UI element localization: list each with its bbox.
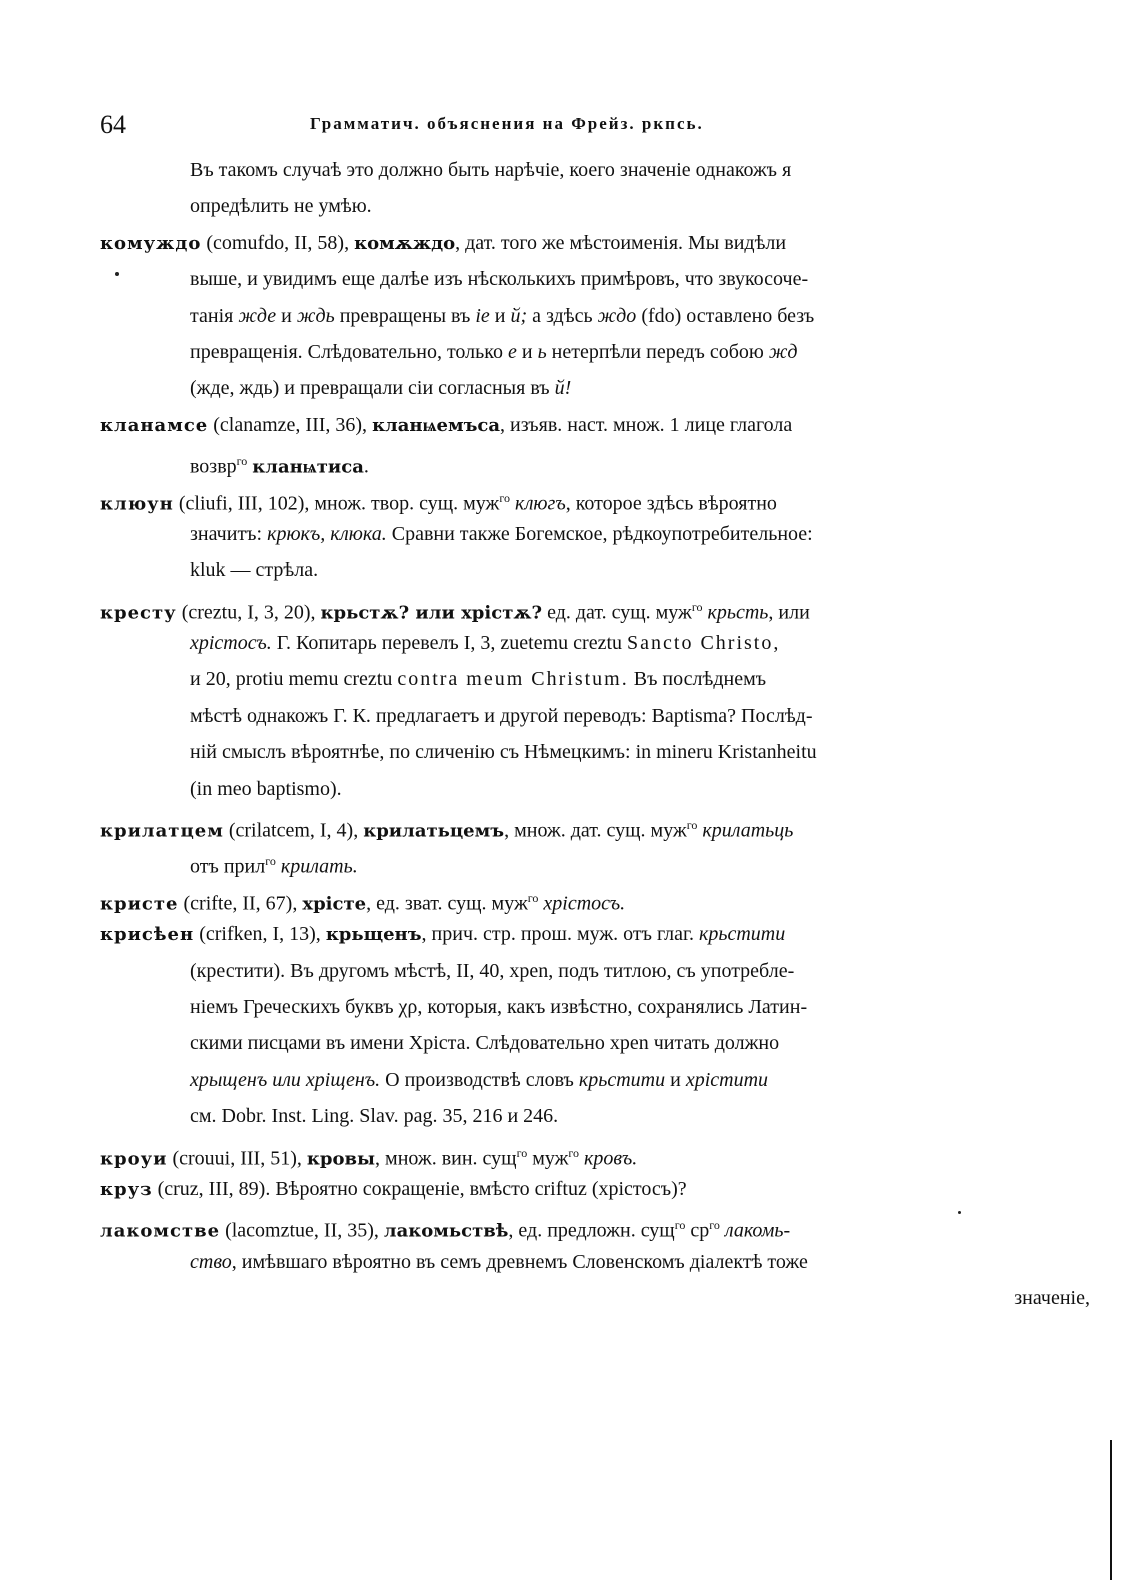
text-line <box>100 916 1090 952</box>
text-segment: е <box>507 340 517 363</box>
text-line <box>100 1062 1090 1098</box>
text-segment: ждо <box>597 304 637 327</box>
text-segment: ь <box>537 340 547 363</box>
text-segment: и <box>665 1068 686 1091</box>
text-line <box>100 589 1090 625</box>
text-segment: отъ прил <box>190 856 266 879</box>
text-segment: го <box>265 854 276 869</box>
text-line <box>100 1207 1090 1243</box>
text-segment: , <box>773 632 779 655</box>
text-line <box>100 1025 1090 1061</box>
text-segment: крилатьць <box>702 819 794 842</box>
text-segment: опредѣлить не умѣю. <box>190 195 372 218</box>
text-segment: крьстити <box>578 1068 666 1091</box>
text-segment: Сравни также Богемское, рѣдкоупотребительное: <box>386 522 813 545</box>
stray-dot <box>958 1211 961 1214</box>
text-segment: клюгъ <box>514 492 566 515</box>
text-line <box>100 807 1090 843</box>
text-line <box>100 552 1090 588</box>
page-number: 64 <box>100 110 126 139</box>
text-segment: хрістосъ. <box>543 892 626 915</box>
church-slavonic-form: хрісте <box>302 893 367 915</box>
text-segment: го <box>691 599 703 614</box>
text-line <box>100 1244 1090 1280</box>
text-segment: (cruz, III, 89). Вѣроятно сокращеніе, вмѣсто criftuz (хрістосъ)? <box>152 1177 687 1200</box>
text-segment: (crifte, II, 67), <box>178 892 303 915</box>
text-segment: (creztu, I, 3, 20), <box>176 601 321 624</box>
headword: крисѣен <box>100 924 195 946</box>
text-segment: , изъяв. наст. множ. 1 лице глагола <box>500 413 793 436</box>
text-line <box>100 953 1090 989</box>
margin-mark <box>115 272 119 276</box>
text-segment: и <box>516 340 538 363</box>
church-slavonic-form: крилатьцемъ <box>363 820 505 842</box>
text-segment: значеніе, <box>1014 1287 1090 1310</box>
church-slavonic-form: крьстѫ? или хрістѫ? <box>320 602 543 624</box>
text-segment: ство <box>190 1250 232 1273</box>
text-line <box>100 698 1090 734</box>
text-line <box>100 298 1090 334</box>
text-segment: (cliufi, III, 102), множ. твор. сущ. муж <box>173 492 500 515</box>
text-segment: (lacomztue, II, 35), <box>220 1219 384 1242</box>
headword: кресту <box>100 602 177 624</box>
text-segment: го <box>709 1218 720 1233</box>
text-line <box>100 1280 1090 1316</box>
headword: кроуи <box>100 1148 168 1170</box>
text-segment: Sancto Christo <box>627 632 774 655</box>
text-segment: ср <box>685 1219 710 1242</box>
text-segment: хрыщенъ или хріщенъ. <box>190 1068 381 1091</box>
text-segment: го <box>568 1145 580 1160</box>
text-segment: го <box>674 1218 686 1233</box>
text-segment: хрістити <box>685 1068 769 1091</box>
running-title: Грамматич. объяснения на Фрейз. ркпсь. <box>310 114 704 133</box>
text-segment: іе <box>475 304 490 327</box>
text-segment: го <box>516 1145 528 1160</box>
text-segment: жд <box>768 340 798 363</box>
church-slavonic-form: крьщенъ <box>325 924 422 946</box>
headword: комуждо <box>100 232 202 254</box>
text-segment: , или <box>768 601 810 624</box>
text-segment: превращены въ <box>334 304 476 327</box>
text-segment: (in meo baptismo). <box>190 777 342 800</box>
text-line <box>100 661 1090 697</box>
text-segment: муж <box>527 1147 569 1170</box>
text-line <box>100 516 1090 552</box>
text-segment: танія <box>190 304 239 327</box>
text-segment: мѣстѣ однакожъ Г. К. предлагаетъ и другой переводъ: Baptisma? Послѣд- <box>190 704 813 727</box>
text-segment: ждь <box>296 304 335 327</box>
text-segment: ній смыслъ вѣроятнѣе, по сличенію съ Нѣмецкимъ: in mineru Kristanheitu <box>190 741 817 764</box>
glossary-text <box>100 152 1090 1317</box>
text-segment: kluk — стрѣла. <box>190 559 319 582</box>
text-segment: см. Dobr. Inst. Ling. Slav. pag. 35, 216 и 246. <box>190 1105 559 1128</box>
church-slavonic-form: кланѩтиса <box>252 456 364 478</box>
text-line <box>100 1135 1090 1171</box>
church-slavonic-form: лакомьствѣ <box>383 1220 509 1242</box>
text-line <box>100 1098 1090 1134</box>
text-segment: (crifken, I, 13), <box>194 923 326 946</box>
text-line <box>100 625 1090 661</box>
text-line <box>100 370 1090 406</box>
text-segment: крюкъ, клюка. <box>267 522 387 545</box>
text-segment: значитъ: <box>190 522 268 545</box>
text-line <box>100 225 1090 261</box>
page-header <box>100 110 1090 146</box>
text-segment: и <box>276 304 297 327</box>
text-segment: , ед. зват. сущ. муж <box>366 892 528 915</box>
text-segment: ед. дат. сущ. муж <box>542 601 692 624</box>
text-line <box>100 261 1090 297</box>
text-segment: го <box>686 818 698 833</box>
text-line <box>100 334 1090 370</box>
text-segment: О производствѣ словъ <box>380 1068 579 1091</box>
church-slavonic-form: кровы <box>306 1148 376 1170</box>
headword: лакомстве <box>100 1220 221 1242</box>
text-line <box>100 188 1090 224</box>
text-line <box>100 771 1090 807</box>
text-segment: крьстити <box>698 923 786 946</box>
text-segment: (comufdo, II, 58), <box>201 231 355 254</box>
headword: клюун <box>100 493 174 515</box>
church-slavonic-form: кланѩемъса <box>372 414 501 436</box>
text-segment: , множ. вин. сущ <box>375 1147 517 1170</box>
text-segment: хрістосъ. <box>190 632 272 655</box>
text-segment: го <box>527 890 539 905</box>
text-segment: , множ. дат. сущ. муж <box>504 819 687 842</box>
text-segment: contra meum Christum. <box>397 668 629 691</box>
headword: кристе <box>100 893 179 915</box>
text-segment: (crouui, III, 51), <box>167 1147 307 1170</box>
text-segment: (fdo) оставлено безъ <box>636 304 815 327</box>
text-segment: нетерпѣли передъ собою <box>546 340 769 363</box>
text-line <box>100 152 1090 188</box>
text-segment: . <box>363 455 369 478</box>
text-segment: , ед. предложн. сущ <box>508 1219 675 1242</box>
church-slavonic-form: комѫждо <box>354 232 456 254</box>
text-segment: (crilatcem, I, 4), <box>223 819 364 842</box>
text-segment: , прич. стр. прош. муж. отъ глаг. <box>421 923 699 946</box>
text-segment: выше, и увидимъ еще далѣе изъ нѣсколькихъ примѣровъ, что звукосоче- <box>190 268 809 291</box>
text-segment: Г. Копитарь перевелъ I, 3, zuetemu creztu <box>271 632 628 655</box>
text-segment: крьсть <box>707 601 769 624</box>
text-line <box>100 480 1090 516</box>
text-segment: и 20, protiu memu creztu <box>190 668 398 691</box>
text-segment: (крестити). Въ другомъ мѣстѣ, II, 40, хрen, подъ титлою, съ употребле- <box>190 959 795 982</box>
text-segment: Въ такомъ случаѣ это должно быть нарѣчіе, коего значеніе однакожъ я <box>190 159 792 181</box>
text-segment: кровъ. <box>584 1147 638 1170</box>
text-segment: (жде, ждь) и превращали сіи согласныя въ <box>190 377 555 400</box>
text-line <box>100 407 1090 443</box>
text-segment: возвр <box>190 455 237 478</box>
text-segment: а здѣсь <box>527 304 598 327</box>
text-segment: й! <box>554 377 572 400</box>
text-segment: ніемъ Греческихъ буквъ χρ, которыя, какъ извѣстно, сохранялись Латин- <box>190 995 808 1018</box>
text-line <box>100 989 1090 1025</box>
text-segment: скими писцами въ имени Хріста. Слѣдовательно хрen читать должно <box>190 1032 780 1055</box>
text-segment: , дат. того же мѣстоименія. Мы видѣли <box>455 231 787 254</box>
headword: круз <box>100 1178 153 1200</box>
text-segment: й; <box>510 304 528 327</box>
text-segment: го <box>499 490 510 505</box>
text-line <box>100 880 1090 916</box>
text-segment: Въ послѣднемъ <box>628 668 767 691</box>
text-segment: жде <box>238 304 277 327</box>
headword: крилатцем <box>100 820 224 842</box>
page-edge-rule <box>1110 1440 1112 1580</box>
text-segment: и <box>489 304 511 327</box>
text-segment: го <box>236 454 248 469</box>
text-segment: , которое здѣсь вѣроятно <box>565 492 777 515</box>
text-line <box>100 843 1090 879</box>
text-line <box>100 1171 1090 1207</box>
text-segment: лакомь- <box>724 1219 791 1242</box>
text-segment: превращенія. Слѣдовательно, только <box>190 340 508 363</box>
text-segment: , имѣвшаго вѣроятно въ семъ древнемъ Словенскомъ діалектѣ тоже <box>231 1250 808 1273</box>
text-line <box>100 734 1090 770</box>
text-line <box>100 443 1090 479</box>
headword: кланамсе <box>100 414 209 436</box>
text-segment: крилать. <box>280 856 358 879</box>
text-segment: (clanamze, III, 36), <box>208 413 373 436</box>
